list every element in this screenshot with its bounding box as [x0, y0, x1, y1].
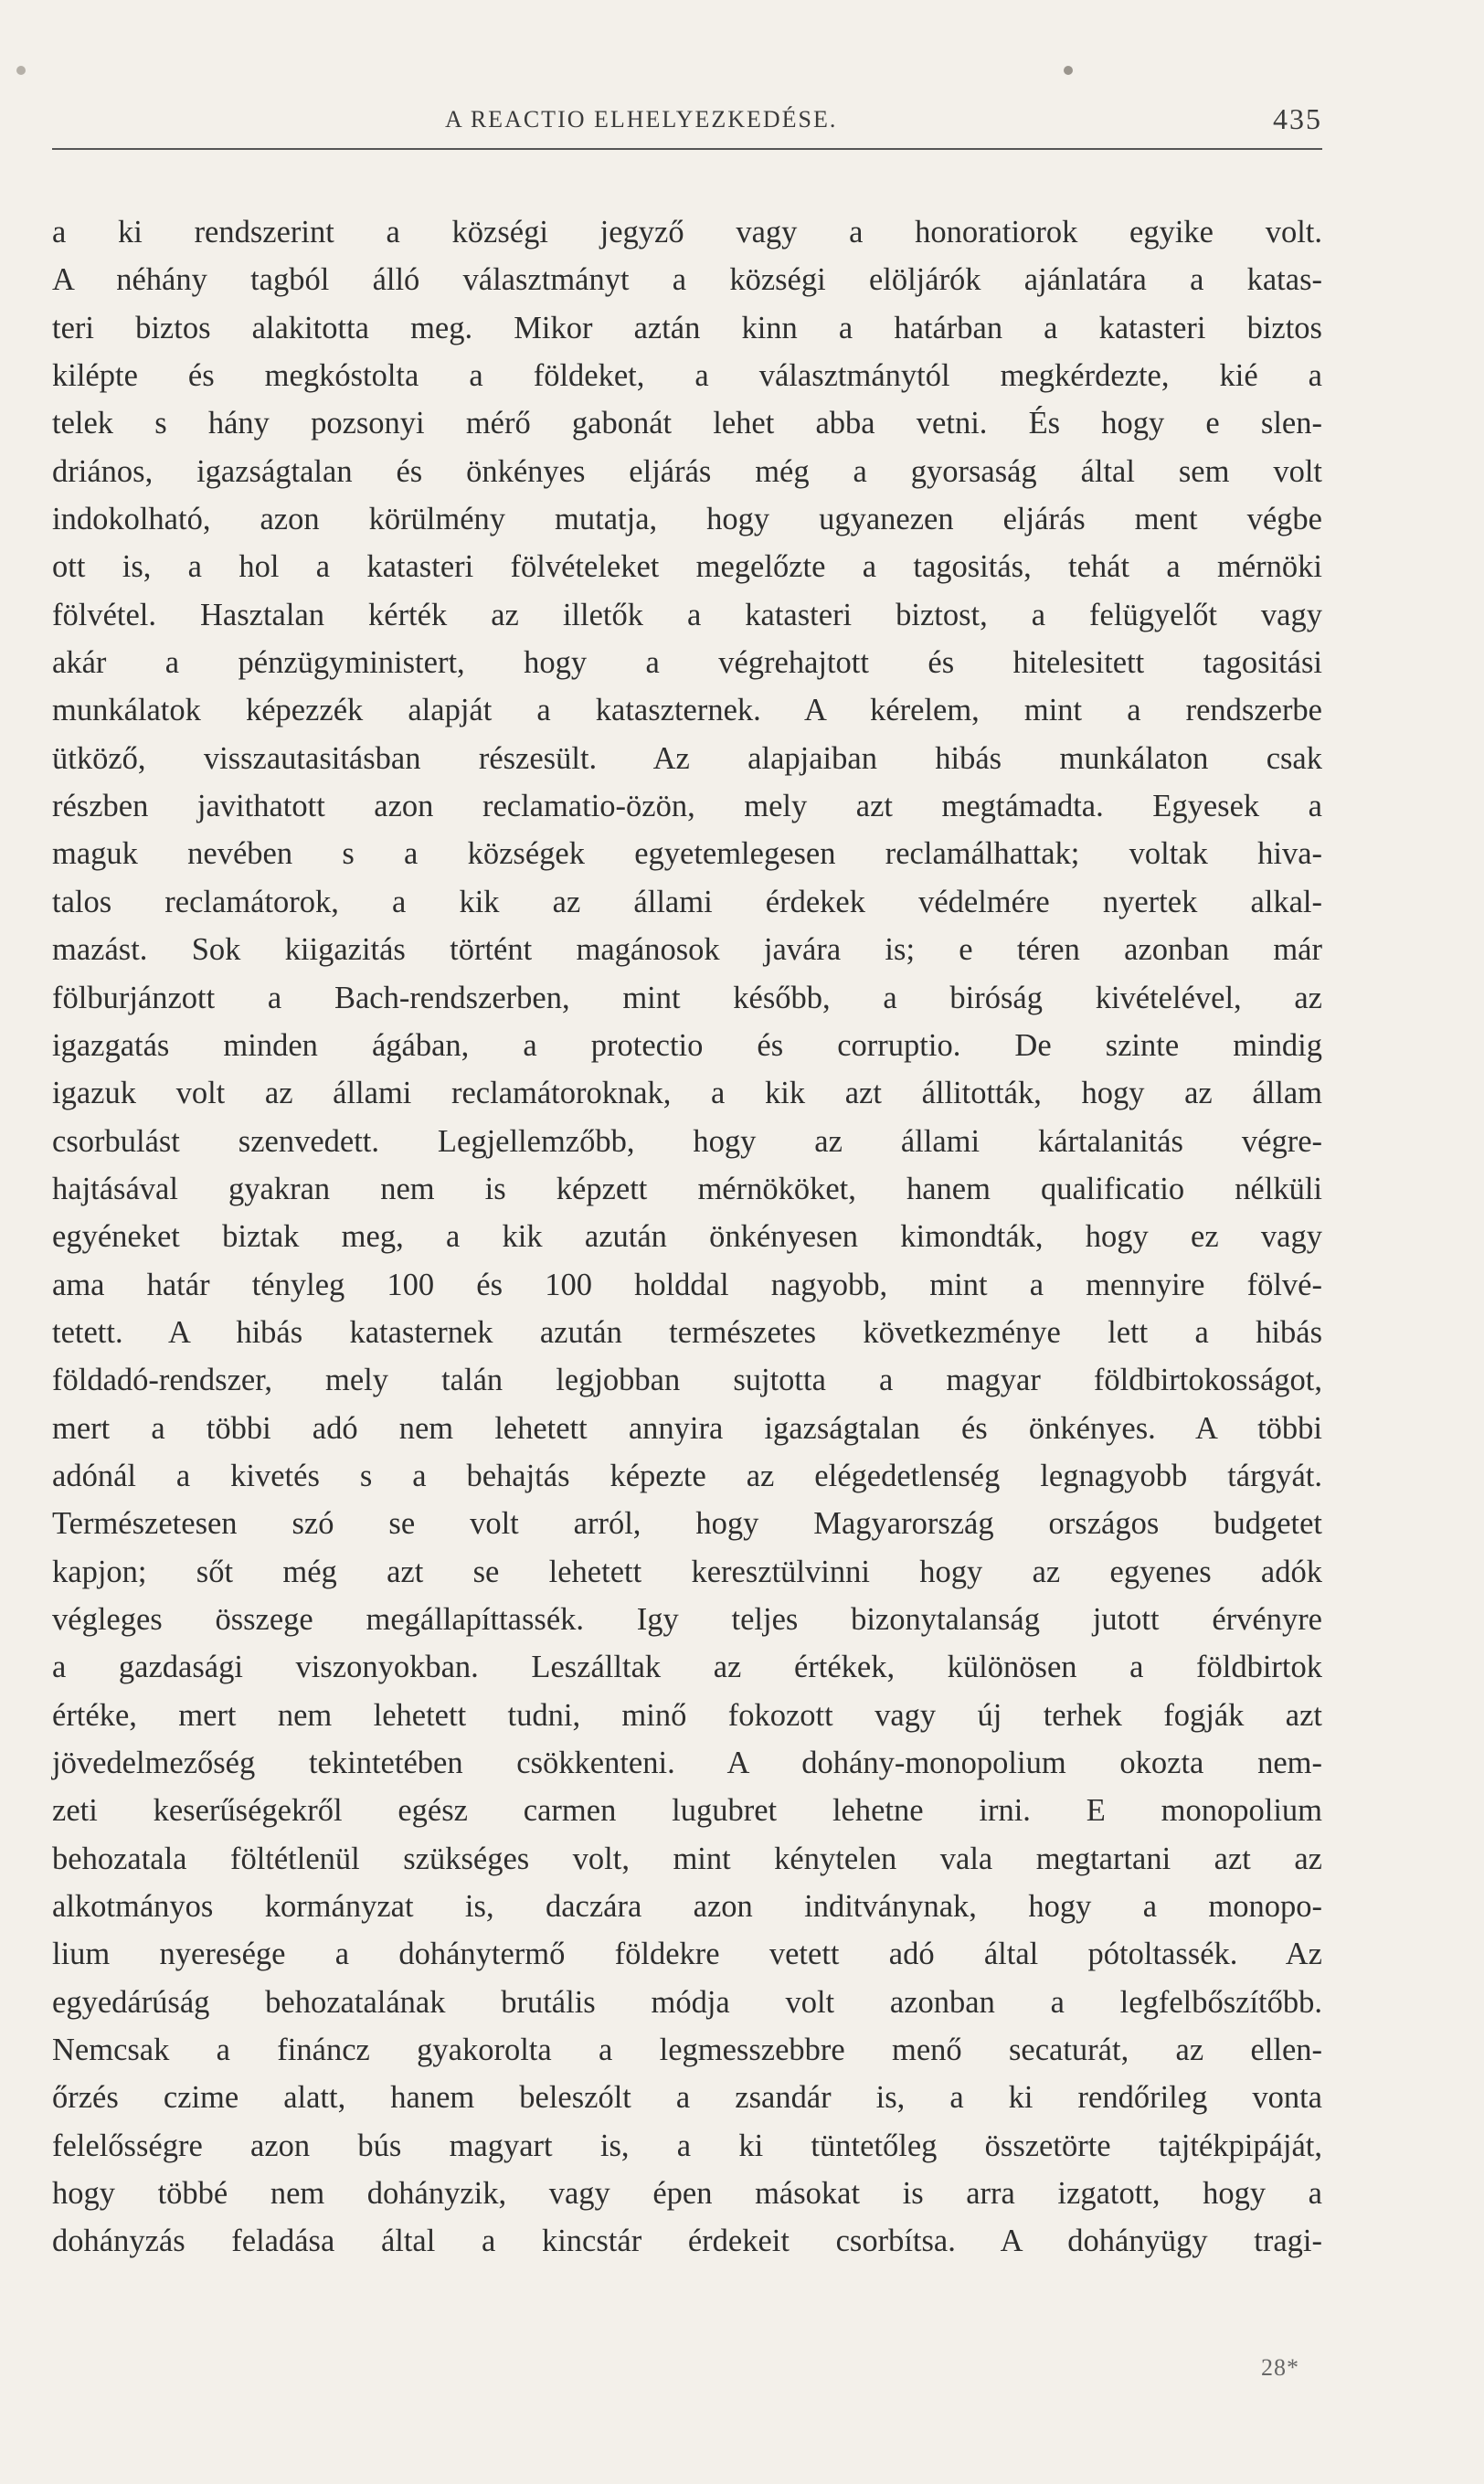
text-line: maguk nevében s a községek egyetemlegesen reclamálhattak; voltak hiva- [52, 836, 1322, 872]
signature-mark: 28* [1261, 2354, 1299, 2381]
text-line: fölvétel. Hasztalan kérték az illetők a katasteri biztost, a felügyelőt vagy [52, 597, 1322, 632]
text-line: igazgatás minden ágában, a protectio és corruptio. De szinte mindig [52, 1027, 1322, 1063]
text-line: teri biztos alakitotta meg. Mikor aztán kinn a határban a katasteri biztos [52, 310, 1322, 345]
text-line: zeti keserűségekről egész carmen lugubret lehetne irni. E monopolium [52, 1793, 1322, 1829]
page-speck [1064, 66, 1073, 75]
text-line: ama határ tényleg 100 és 100 holddal nagyobb, mint a mennyire fölvé- [52, 1267, 1322, 1302]
text-line: felelősségre azon bús magyart is, a ki tüntetőleg összetörte tajtékpipáját, [52, 2128, 1322, 2163]
text-line: egyéneket biztak meg, a kik azután önkényesen kimondták, hogy ez vagy [52, 1219, 1322, 1255]
text-line: igazuk volt az állami reclamátoroknak, a kik azt állitották, hogy az állam [52, 1076, 1322, 1111]
text-line: fölburjánzott a Bach-rendszerben, mint később, a biróság kivételével, az [52, 980, 1322, 1015]
text-line: a ki rendszerint a községi jegyző vagy a honoratiorok egyike volt. [52, 215, 1322, 249]
text-line: talos reclamátorok, a kik az állami érdekek védelmére nyertek alkal- [52, 884, 1322, 919]
text-line: értéke, mert nem lehetett tudni, minő fokozott vagy új terhek fogják azt [52, 1697, 1322, 1733]
text-line: kilépte és megkóstolta a földeket, a választmánytól megkérdezte, kié a [52, 358, 1322, 394]
running-head: A REACTIO ELHELYEZKEDÉSE. [445, 106, 838, 133]
text-line: A néhány tagból álló választmányt a községi elöljárók ajánlatára a katas- [52, 262, 1322, 298]
text-line: egyedárúság behozatalának brutális módja volt azonban a legfelbőszítőbb. [52, 1984, 1322, 2020]
text-line: mazást. Sok kiigazitás történt magánosok javára is; e téren azonban már [52, 932, 1322, 968]
text-line: munkálatok képezzék alapját a kataszternek. A kérelem, mint a rendszerbe [52, 693, 1322, 728]
text-line: alkotmányos kormányzat is, daczára azon inditványnak, hogy a monopo- [52, 1889, 1322, 1925]
text-line: hogy többé nem dohányzik, vagy épen másokat is arra izgatott, hogy a [52, 2176, 1322, 2212]
text-line: tetett. A hibás katasternek azután természetes következménye lett a hibás [52, 1314, 1322, 1350]
page-header [52, 99, 1322, 144]
text-line: hajtásával gyakran nem is képzett mérnököket, hanem qualificatio nélküli [52, 1171, 1322, 1206]
text-line: csorbulást szenvedett. Legjellemzőbb, hogy az állami kártalanitás végre- [52, 1123, 1322, 1159]
text-line: telek s hány pozsonyi mérő gabonát lehet abba vetni. És hogy e slen- [52, 406, 1322, 441]
text-line: a gazdasági viszonyokban. Leszálltak az értékek, különösen a földbirtok [52, 1650, 1322, 1685]
text-line: kapjon; sőt még azt se lehetett keresztülvinni hogy az egyenes adók [52, 1554, 1322, 1589]
text-line: ott is, a hol a katasteri fölvételeket megelőzte a tagositás, tehát a mérnöki [52, 549, 1322, 585]
text-line: részben javithatott azon reclamatio-özön, mely azt megtámadta. Egyesek a [52, 789, 1322, 824]
header-rule [52, 148, 1322, 150]
text-line: Nemcsak a fináncz gyakorolta a legmesszebbre menő secaturát, az ellen- [52, 2033, 1322, 2068]
text-line: adónál a kivetés s a behajtás képezte az elégedetlenség legnagyobb tárgyát. [52, 1458, 1322, 1493]
text-line: akár a pénzügyministert, hogy a végrehajtott és hitelesitett tagositási [52, 645, 1322, 681]
text-line: Természetesen szó se volt arról, hogy Magyarország országos budgetet [52, 1506, 1322, 1542]
text-line: dohányzás feladása által a kincstár érdekeit csorbítsa. A dohányügy tragi- [52, 2224, 1322, 2259]
text-line: indokolható, azon körülmény mutatja, hogy ugyanezen eljárás ment végbe [52, 502, 1322, 537]
text-line: behozatala föltétlenül szükséges volt, mint kénytelen vala megtartani azt az [52, 1841, 1322, 1876]
page-number: 435 [1273, 102, 1322, 135]
text-line: földadó-rendszer, mely talán legjobban sujtotta a magyar földbirtokosságot, [52, 1363, 1322, 1398]
text-line: végleges összege megállapíttassék. Igy teljes bizonytalanság jutott érvényre [52, 1601, 1322, 1637]
text-line: jövedelmezőség tekintetében csökkenteni. A dohány-monopolium okozta nem- [52, 1746, 1322, 1780]
body-text [52, 208, 1322, 2266]
text-line: driános, igazságtalan és önkényes eljárás még a gyorsaság által sem volt [52, 453, 1322, 489]
page-speck [16, 66, 26, 75]
text-line: őrzés czime alatt, hanem beleszólt a zsandár is, a ki rendőrileg vonta [52, 2080, 1322, 2116]
text-line: ütköző, visszautasitásban részesült. Az alapjaiban hibás munkálaton csak [52, 740, 1322, 776]
text-line: lium nyeresége a dohánytermő földekre vetett adó által pótoltassék. Az [52, 1937, 1322, 1972]
text-line: mert a többi adó nem lehetett annyira igazságtalan és önkényes. A többi [52, 1410, 1322, 1446]
